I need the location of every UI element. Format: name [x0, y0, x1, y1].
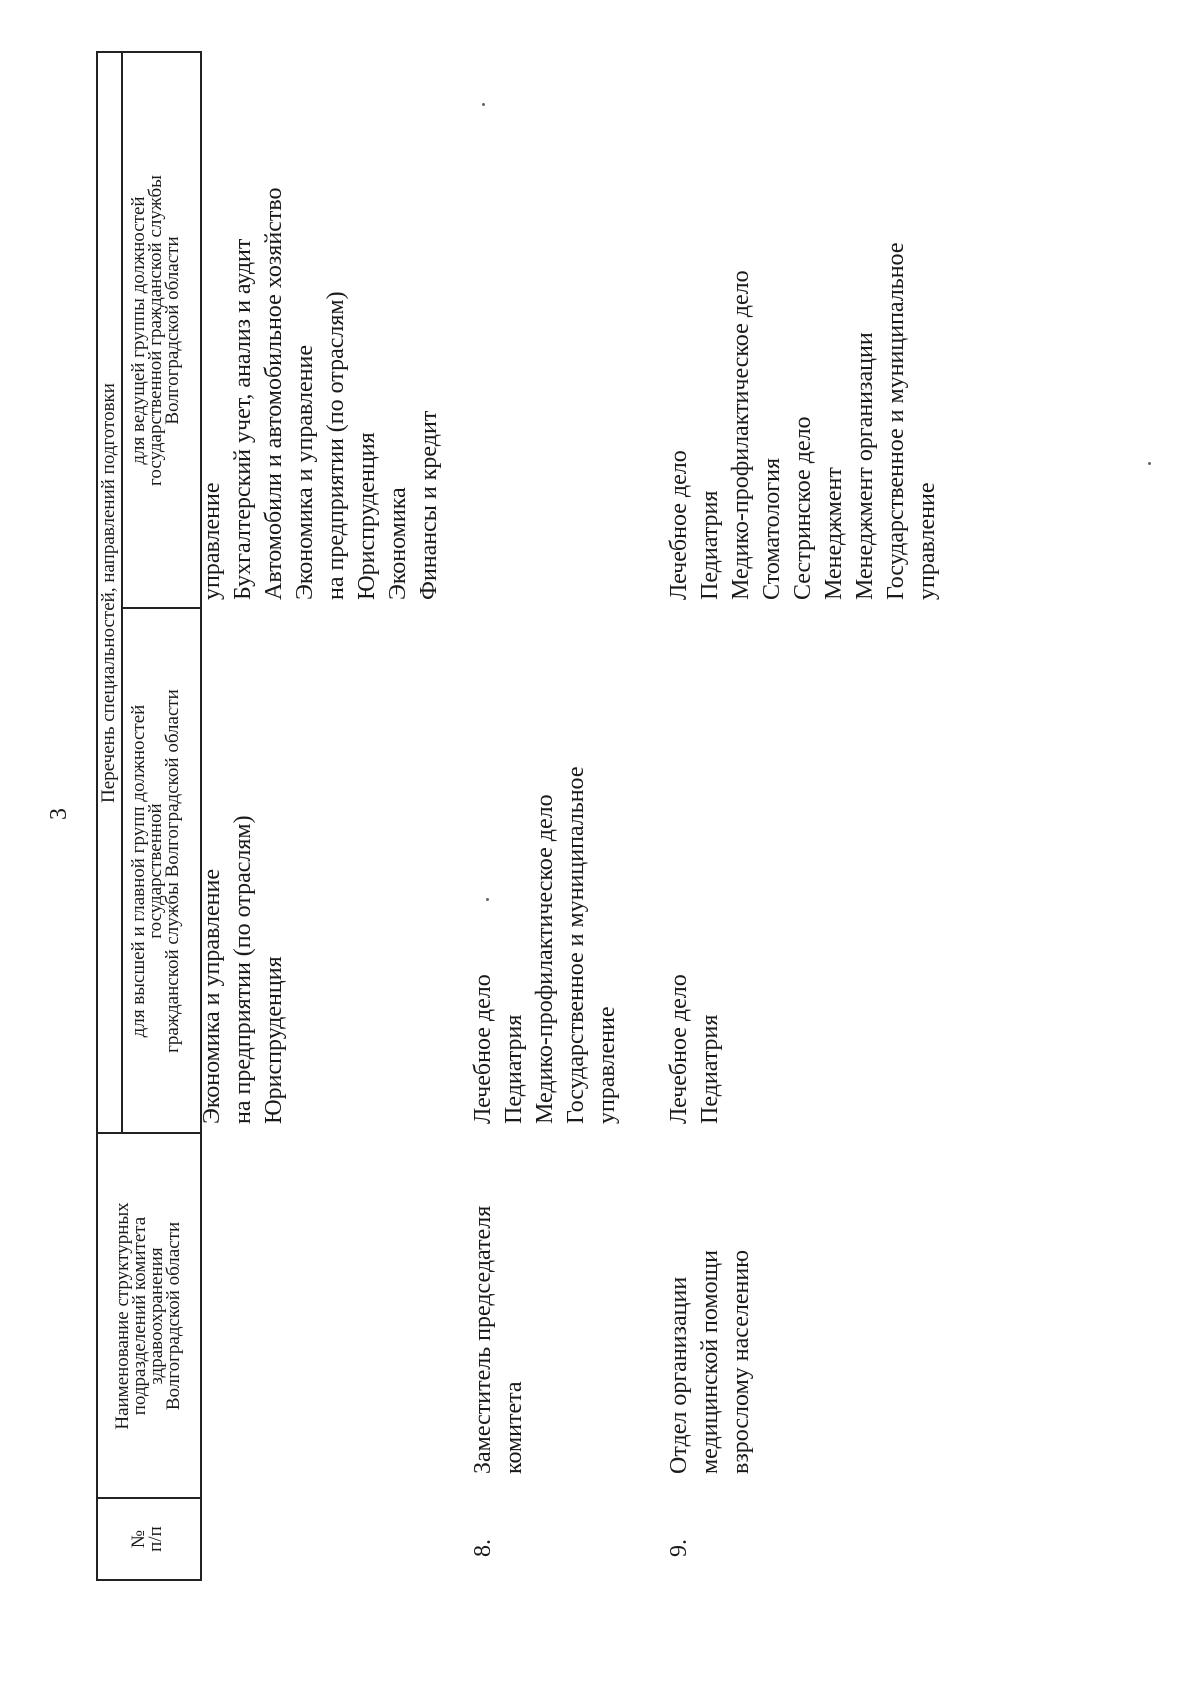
speciality-item: управление — [594, 1006, 620, 1124]
header-name-line: здравоохранения — [146, 1247, 167, 1385]
header-senior — [130, 610, 181, 1132]
speciality-item: Стоматология — [759, 457, 785, 600]
header-senior-line: государственной — [145, 803, 166, 939]
group-header-rule — [121, 51, 123, 1134]
speciality-item: на предприятии (по отраслям) — [230, 815, 256, 1124]
unit-name-line: комитета — [501, 1381, 527, 1474]
speciality-item: Экономика и управление — [292, 345, 318, 600]
row-number: 8. — [470, 1539, 496, 1557]
unit-name-line: медицинской помощи — [697, 1250, 723, 1474]
speciality-item: Экономика — [385, 487, 411, 600]
speciality-item: Менеджмент — [821, 467, 847, 600]
header-group-line: Перечень специальностей, направлений подготовки — [98, 383, 119, 803]
row-number: 9. — [666, 1539, 692, 1557]
speciality-item: Государственное и муниципальное — [563, 766, 589, 1124]
speciality-item: Медико-профилактическое дело — [532, 794, 558, 1124]
speciality-item: Государственное и муниципальное — [883, 242, 909, 600]
row-9-name — [664, 1250, 757, 1474]
unit-name-line: Отдел организации — [666, 1276, 692, 1474]
speciality-item: управление — [914, 482, 940, 600]
scan-speck — [1148, 462, 1151, 465]
page-number: 3 — [46, 808, 72, 820]
row-9-leading — [664, 243, 943, 601]
speciality-item: Педиатрия — [697, 490, 723, 600]
speciality-item: Лечебное дело — [666, 974, 692, 1124]
speciality-item: Бухгалтерский учет, анализ и аудит — [230, 238, 256, 600]
speciality-item: Финансы и кредит — [416, 410, 442, 600]
header-name-line: Наименование структурных — [112, 1202, 133, 1430]
speciality-item: Лечебное дело — [666, 450, 692, 600]
speciality-item: управление — [199, 482, 225, 600]
speciality-item: на предприятии (по отраслям) — [323, 291, 349, 600]
scan-speck — [486, 898, 489, 901]
header-name-line: подразделений комитета — [129, 1216, 150, 1416]
header-senior-line: гражданской службы Волгоградской области — [162, 689, 183, 1053]
header-num — [130, 1500, 164, 1578]
row-continuation-leading — [197, 188, 445, 601]
speciality-item: Автомобили и автомобильное хозяйство — [261, 187, 287, 600]
row-continuation-senior — [197, 815, 290, 1124]
speciality-item: Педиатрия — [697, 1014, 723, 1124]
header-group — [100, 54, 117, 1132]
table-top-rule — [96, 51, 98, 1581]
table-left-rule — [96, 1579, 202, 1581]
scan-speck — [482, 103, 485, 106]
speciality-item: Педиатрия — [501, 1014, 527, 1124]
row-9-senior — [664, 974, 726, 1124]
header-senior-line: для высшей и главной групп должностей — [128, 704, 149, 1038]
row-8-senior — [468, 767, 623, 1125]
row-8-name — [468, 1206, 530, 1474]
header-leading — [130, 54, 181, 607]
speciality-item: Сестринское дело — [790, 416, 816, 600]
col-num-divider — [96, 1497, 202, 1499]
table-right-rule — [96, 51, 202, 53]
unit-name-line: Заместитель председателя — [470, 1205, 496, 1474]
col-senior-divider — [121, 607, 202, 609]
header-num-line: № — [128, 1529, 149, 1549]
speciality-item: Юриспруденция — [261, 956, 287, 1124]
speciality-item: Менеджмент организации — [852, 332, 878, 600]
speciality-item: Лечебное дело — [470, 974, 496, 1124]
header-num-line: п/п — [145, 1526, 166, 1552]
col-name-divider — [96, 1132, 202, 1134]
speciality-item: Экономика и управление — [199, 869, 225, 1124]
header-leading-line: Волгоградской области — [162, 236, 183, 425]
unit-name-line: взрослому населению — [728, 1249, 754, 1474]
header-leading-line: для ведущей группы должностей — [128, 196, 149, 465]
speciality-item: Медико-профилактическое дело — [728, 270, 754, 600]
header-name-line: Волгоградской области — [163, 1221, 184, 1411]
header-name — [114, 1135, 182, 1497]
speciality-item: Юриспруденция — [354, 432, 380, 600]
header-leading-line: государственной гражданской службы — [145, 175, 166, 486]
